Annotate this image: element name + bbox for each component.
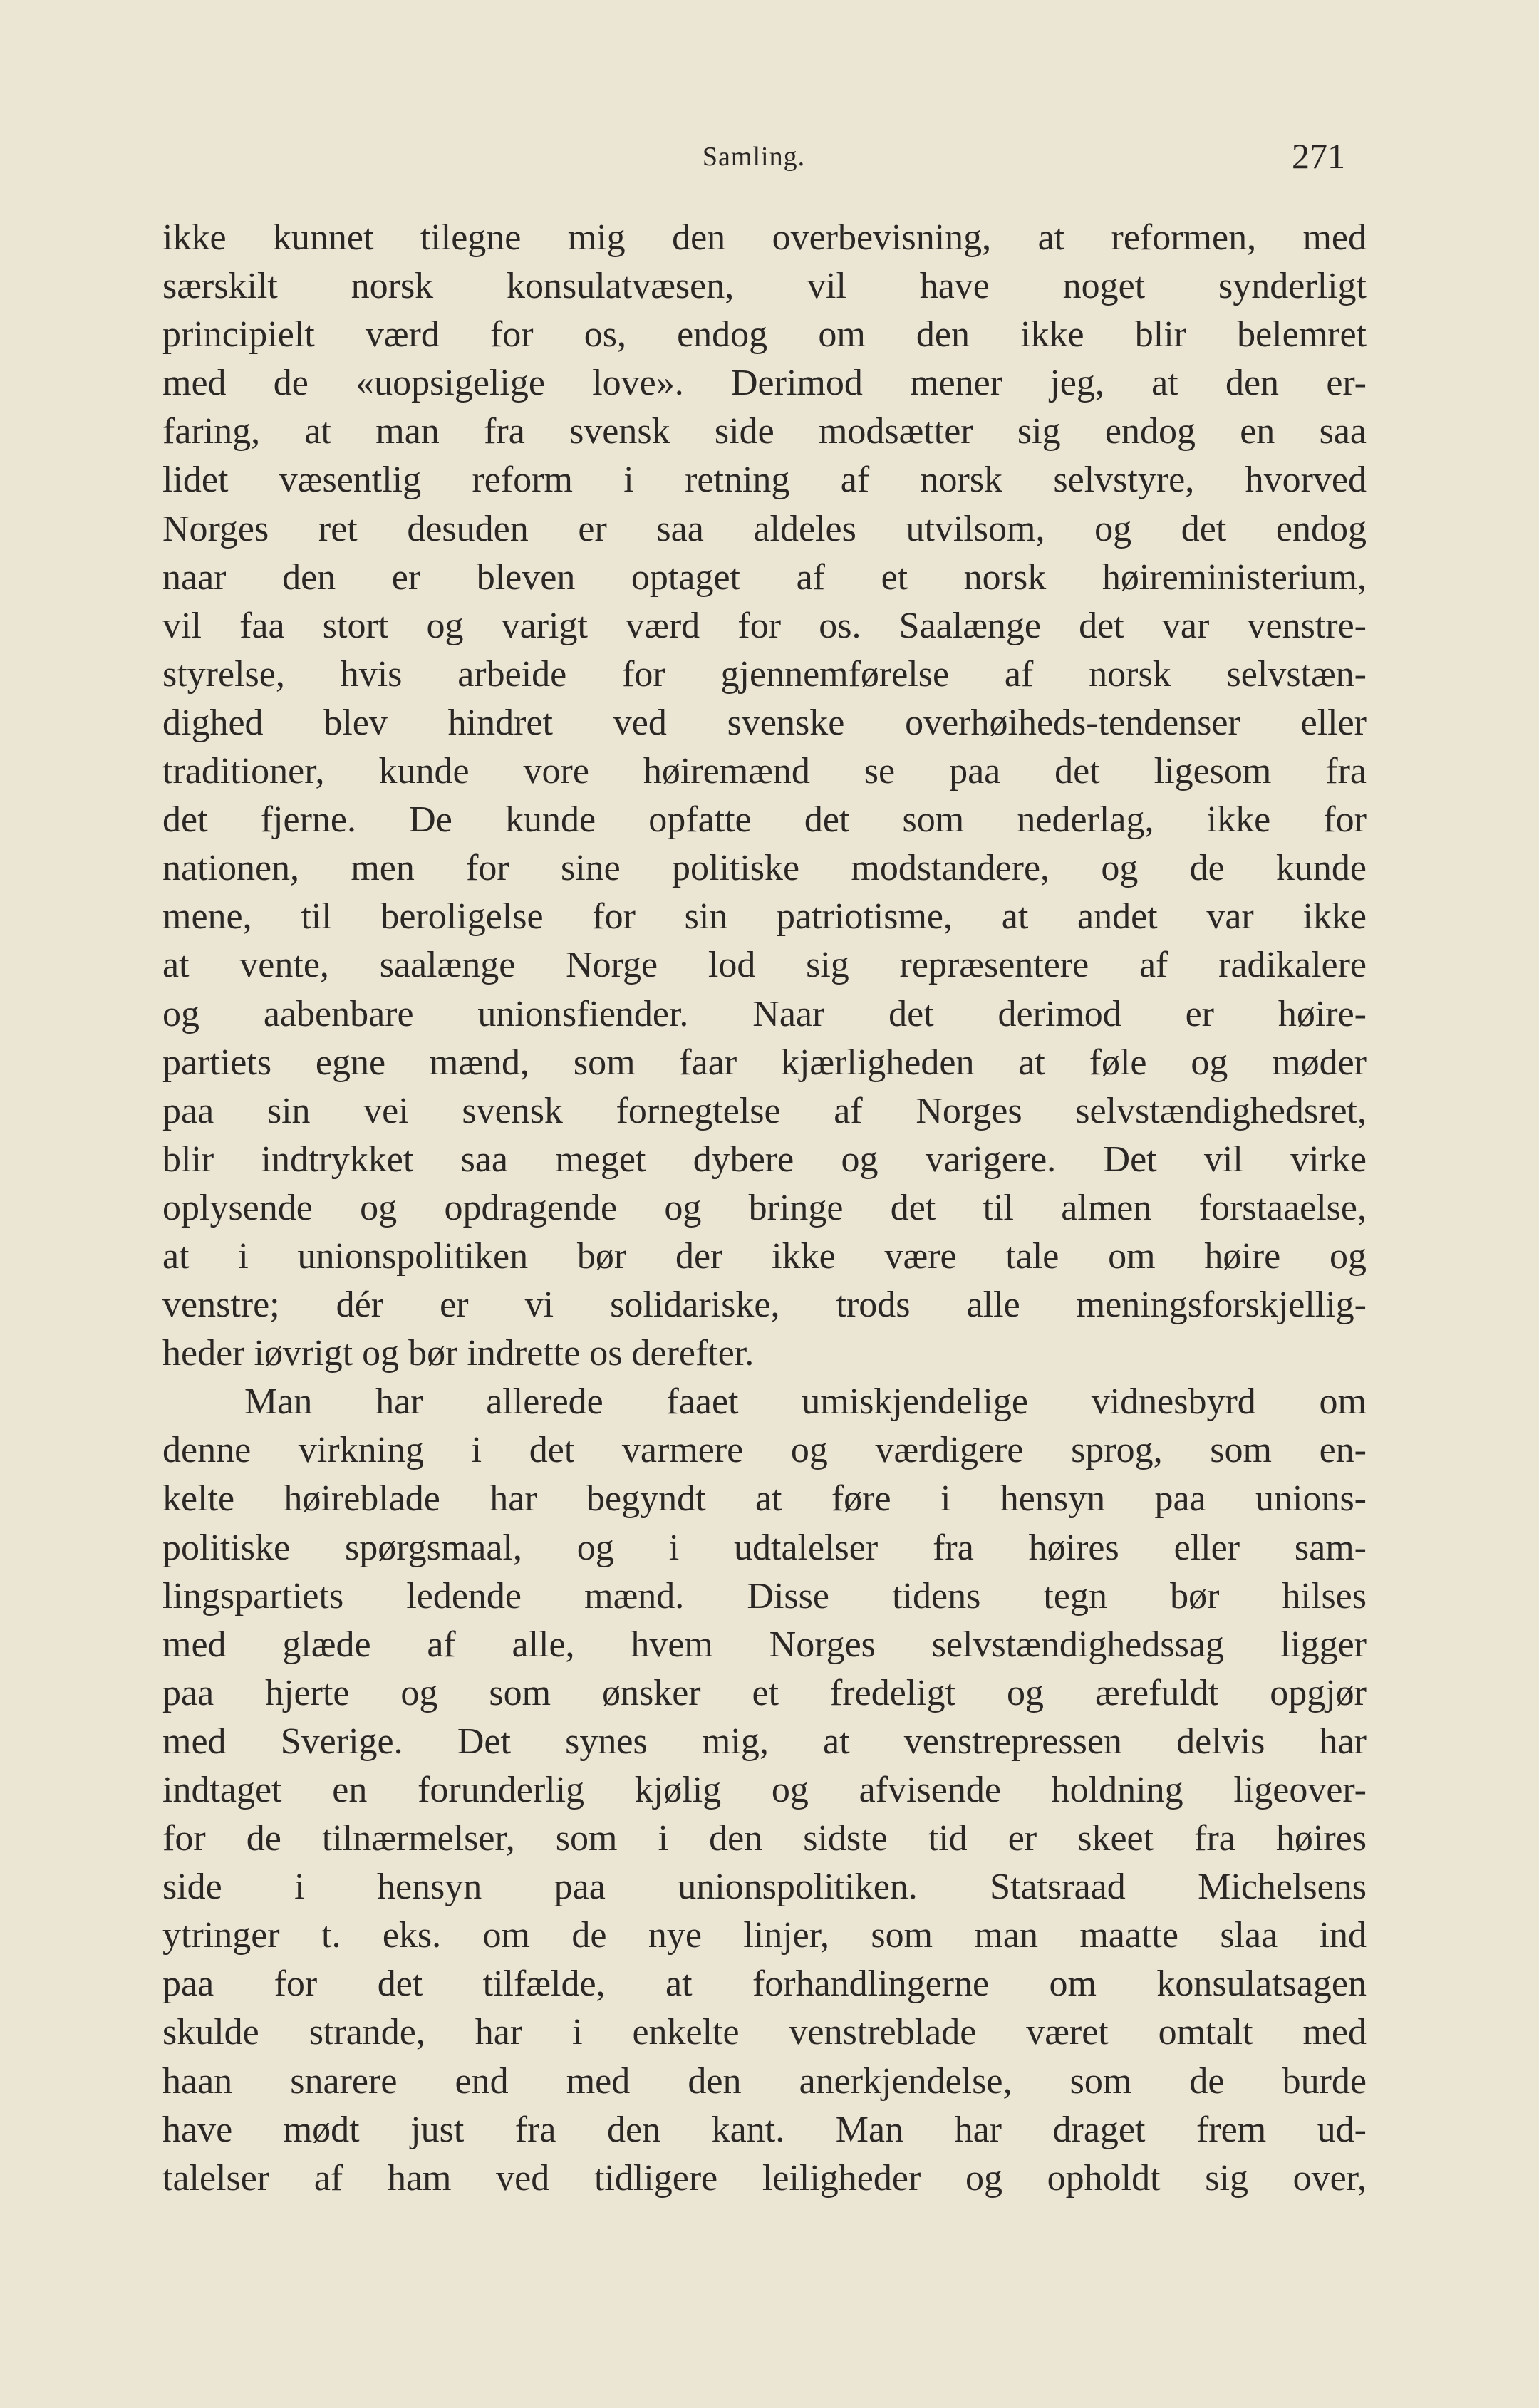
- text-line: med de «uopsigelige love». Derimod mener jeg, at den er-: [162, 363, 1367, 404]
- body-text: [162, 214, 1367, 2203]
- text-line: faring, at man fra svensk side modsætter sig endog en saa: [162, 411, 1367, 452]
- text-line: have mødt just fra den kant. Man har draget frem ud-: [162, 2109, 1367, 2150]
- page-header: [162, 135, 1345, 178]
- text-line: indtaget en forunderlig kjølig og afvisende holdning ligeover-: [162, 1770, 1367, 1810]
- text-line: vil faa stort og varigt værd for os. Saalænge det var venstre-: [162, 605, 1367, 646]
- text-line: mene, til beroligelse for sin patriotisme, at andet var ikke: [162, 896, 1367, 938]
- text-line: partiets egne mænd, som faar kjærligheden at føle og møder: [162, 1042, 1367, 1083]
- text-line: skulde strande, har i enkelte venstreblade været omtalt med: [162, 2012, 1367, 2053]
- text-line: paa for det tilfælde, at forhandlingerne om konsulatsagen: [162, 1963, 1367, 2005]
- text-line: paa sin vei svensk fornegtelse af Norges selvstændighedsret,: [162, 1090, 1367, 1131]
- text-line: talelser af ham ved tidligere leiligheder og opholdt sig over,: [162, 2157, 1367, 2199]
- text-line: traditioner, kunde vore høiremænd se paa det ligesom fra: [162, 751, 1367, 792]
- text-line: for de tilnærmelser, som i den sidste tid er skeet fra høires: [162, 1818, 1367, 1859]
- text-line: at vente, saalænge Norge lod sig repræsentere af radikalere: [162, 945, 1367, 986]
- text-line: blir indtrykket saa meget dybere og varigere. Det vil virke: [162, 1138, 1367, 1180]
- running-title: Samling.: [702, 142, 806, 172]
- text-line: oplysende og opdragende og bringe det til almen forstaaelse,: [162, 1187, 1367, 1228]
- text-line-paragraph-start: Man har allerede faaet umiskjendelige vidnesbyrd om: [244, 1381, 1367, 1423]
- text-line: paa hjerte og som ønsker et fredeligt og ærefuldt opgjør: [162, 1672, 1367, 1713]
- text-line: det fjerne. De kunde opfatte det som nederlag, ikke for: [162, 799, 1367, 841]
- text-line: Norges ret desuden er saa aldeles utvilsom, og det endog: [162, 508, 1367, 549]
- text-line: side i hensyn paa unionspolitiken. Statsraad Michelsens: [162, 1867, 1367, 1908]
- text-line: styrelse, hvis arbeide for gjennemførelse af norsk selvstæn-: [162, 653, 1367, 695]
- text-line: kelte høireblade har begyndt at føre i hensyn paa unions-: [162, 1478, 1367, 1520]
- text-line: lidet væsentlig reform i retning af norsk selvstyre, hvorved: [162, 460, 1367, 501]
- text-line: med glæde af alle, hvem Norges selvstændighedssag ligger: [162, 1624, 1367, 1665]
- text-line: lingspartiets ledende mænd. Disse tidens tegn bør hilses: [162, 1575, 1367, 1616]
- text-line: haan snarere end med den anerkjendelse, som de burde: [162, 2060, 1367, 2102]
- text-line: dighed blev hindret ved svenske overhøiheds-tendenser eller: [162, 702, 1367, 743]
- text-line: og aabenbare unionsfiender. Naar det derimod er høire-: [162, 993, 1367, 1034]
- text-line: naar den er bleven optaget af et norsk høireministerium,: [162, 556, 1367, 598]
- text-line: denne virkning i det varmere og værdigere sprog, som en-: [162, 1430, 1367, 1471]
- text-line: politiske spørgsmaal, og i udtalelser fra høires eller sam-: [162, 1527, 1367, 1568]
- text-line: nationen, men for sine politiske modstandere, og de kunde: [162, 848, 1367, 889]
- text-line: ikke kunnet tilegne mig den overbevisning, at reformen, med: [162, 217, 1367, 258]
- page-number: 271: [1292, 136, 1345, 176]
- text-line: ytringer t. eks. om de nye linjer, som man maatte slaa ind: [162, 1915, 1367, 1956]
- text-line-paragraph-end: heder iøvrigt og bør indrette os derefter.: [162, 1333, 755, 1374]
- text-line: at i unionspolitiken bør der ikke være tale om høire og: [162, 1235, 1367, 1277]
- text-line: særskilt norsk konsulatvæsen, vil have noget synderligt: [162, 266, 1367, 307]
- text-line: venstre; dér er vi solidariske, trods alle meningsforskjellig-: [162, 1285, 1367, 1326]
- text-line: principielt værd for os, endog om den ikke blir belemret: [162, 314, 1367, 356]
- text-line: med Sverige. Det synes mig, at venstrepressen delvis har: [162, 1721, 1367, 1762]
